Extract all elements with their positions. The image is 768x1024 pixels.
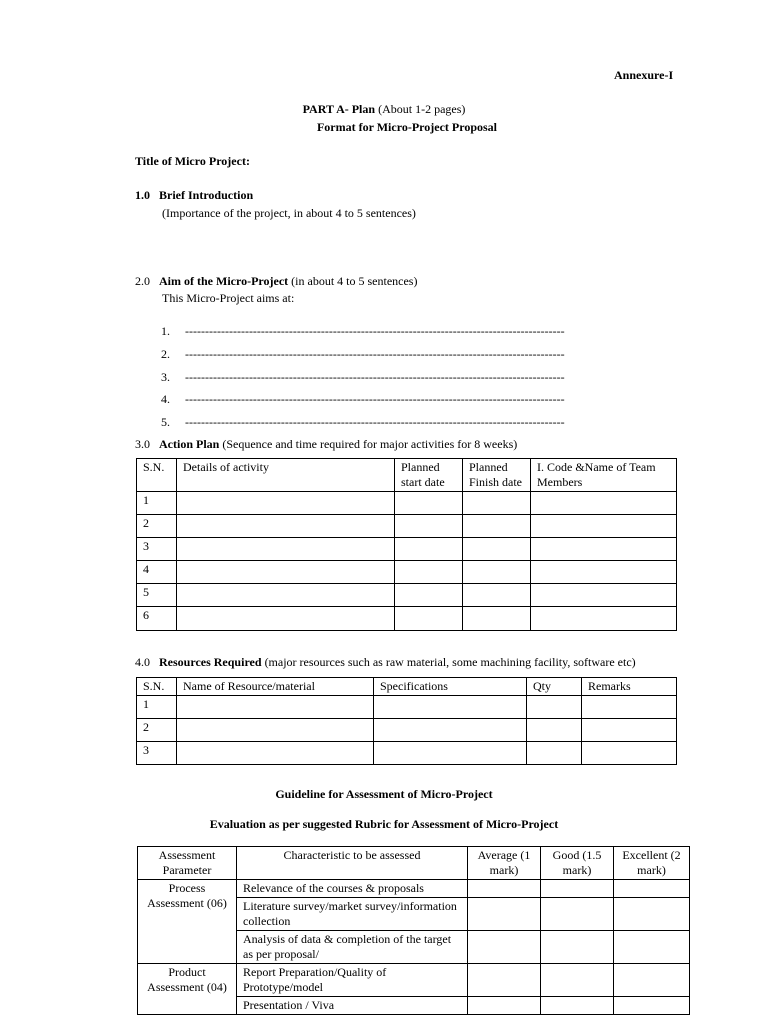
header-cell: Details of activity — [177, 459, 395, 492]
sn-cell: 1 — [137, 492, 177, 515]
aim-item: 3. ----------------------------------------------------------------------------------------------- — [161, 370, 565, 384]
characteristic-cell: Literature survey/market survey/information collection — [237, 898, 468, 931]
table-row — [137, 607, 677, 631]
table-header-row — [138, 847, 690, 880]
table-header-row — [137, 678, 677, 696]
header-cell: I. Code &Name of Team Members — [531, 459, 677, 492]
aim-item: 5. ----------------------------------------------------------------------------------------------- — [161, 415, 565, 429]
sn-cell: 4 — [137, 561, 177, 584]
resources-table — [136, 677, 677, 765]
table-row — [138, 880, 690, 898]
excellent-cell[interactable] — [614, 898, 690, 931]
table-row — [137, 696, 677, 719]
characteristic-cell: Relevance of the courses & proposals — [237, 880, 468, 898]
header-cell: Excellent (2 mark) — [614, 847, 690, 880]
table-row — [137, 719, 677, 742]
aim-intro: This Micro-Project aims at: — [162, 291, 295, 305]
average-cell[interactable] — [468, 931, 541, 964]
guideline-title: Guideline for Assessment of Micro-Project — [275, 787, 493, 801]
brief-introduction-note: (Importance of the project, in about 4 to 5 sentences) — [162, 206, 416, 220]
table-row — [137, 515, 677, 538]
header-cell: Remarks — [582, 678, 677, 696]
activity-cell[interactable] — [177, 584, 395, 607]
activity-cell[interactable] — [177, 515, 395, 538]
header-cell: S.N. — [137, 678, 177, 696]
finish-date-cell[interactable] — [463, 515, 531, 538]
team-members-cell[interactable] — [531, 561, 677, 584]
specifications-cell[interactable] — [374, 719, 527, 742]
remarks-cell[interactable] — [582, 742, 677, 765]
header-cell: Name of Resource/material — [177, 678, 374, 696]
format-title: Format for Micro-Project Proposal — [316, 120, 498, 134]
header-cell: Assessment Parameter — [138, 847, 237, 880]
good-cell[interactable] — [541, 964, 614, 997]
finish-date-cell[interactable] — [463, 492, 531, 515]
characteristic-cell: Analysis of data & completion of the target as per proposal/ — [237, 931, 468, 964]
table-header-row — [137, 459, 677, 492]
table-row — [137, 538, 677, 561]
team-members-cell[interactable] — [531, 515, 677, 538]
remarks-cell[interactable] — [582, 696, 677, 719]
start-date-cell[interactable] — [395, 538, 463, 561]
good-cell[interactable] — [541, 997, 614, 1015]
header-cell: Characteristic to be assessed — [237, 847, 468, 880]
header-cell: Good (1.5 mark) — [541, 847, 614, 880]
start-date-cell[interactable] — [395, 515, 463, 538]
action-plan-table — [136, 458, 677, 631]
qty-cell[interactable] — [527, 696, 582, 719]
header-cell: Planned start date — [395, 459, 463, 492]
sn-cell: 3 — [137, 742, 177, 765]
resource-name-cell[interactable] — [177, 696, 374, 719]
header-cell: Average (1 mark) — [468, 847, 541, 880]
start-date-cell[interactable] — [395, 584, 463, 607]
product-assessment-cell: Product Assessment (04) — [138, 964, 237, 1015]
average-cell[interactable] — [468, 997, 541, 1015]
activity-cell[interactable] — [177, 492, 395, 515]
table-row — [137, 742, 677, 765]
start-date-cell[interactable] — [395, 561, 463, 584]
characteristic-cell: Report Preparation/Quality of Prototype/model — [237, 964, 468, 997]
finish-date-cell[interactable] — [463, 584, 531, 607]
good-cell[interactable] — [541, 880, 614, 898]
characteristic-cell: Presentation / Viva — [237, 997, 468, 1015]
excellent-cell[interactable] — [614, 997, 690, 1015]
section-action-plan: 3.0 Action Plan (Sequence and time required for major activities for 8 weeks) — [135, 437, 518, 451]
qty-cell[interactable] — [527, 719, 582, 742]
sn-cell: 3 — [137, 538, 177, 561]
evaluation-title: Evaluation as per suggested Rubric for Assessment of Micro-Project — [209, 817, 559, 831]
average-cell[interactable] — [468, 964, 541, 997]
rubric-table — [137, 846, 690, 1015]
sn-cell: 1 — [137, 696, 177, 719]
finish-date-cell[interactable] — [463, 538, 531, 561]
team-members-cell[interactable] — [531, 492, 677, 515]
micro-project-title-label: Title of Micro Project: — [135, 154, 250, 168]
activity-cell[interactable] — [177, 538, 395, 561]
activity-cell[interactable] — [177, 607, 395, 631]
start-date-cell[interactable] — [395, 492, 463, 515]
specifications-cell[interactable] — [374, 696, 527, 719]
table-row — [138, 964, 690, 997]
average-cell[interactable] — [468, 880, 541, 898]
annexure-label: Annexure-I — [614, 68, 674, 82]
qty-cell[interactable] — [527, 742, 582, 765]
start-date-cell[interactable] — [395, 607, 463, 631]
part-title: PART A- Plan (About 1-2 pages) — [302, 102, 466, 116]
activity-cell[interactable] — [177, 561, 395, 584]
resource-name-cell[interactable] — [177, 742, 374, 765]
team-members-cell[interactable] — [531, 538, 677, 561]
table-row — [137, 561, 677, 584]
resource-name-cell[interactable] — [177, 719, 374, 742]
remarks-cell[interactable] — [582, 719, 677, 742]
specifications-cell[interactable] — [374, 742, 527, 765]
header-cell: Qty — [527, 678, 582, 696]
section-brief-introduction: 1.0 Brief Introduction — [135, 188, 254, 202]
table-row — [137, 584, 677, 607]
excellent-cell[interactable] — [614, 931, 690, 964]
section-aim: 2.0 Aim of the Micro-Project (in about 4 to 5 sentences) — [135, 274, 418, 288]
excellent-cell[interactable] — [614, 964, 690, 997]
aim-item: 1. ----------------------------------------------------------------------------------------------- — [161, 324, 565, 338]
sn-cell: 6 — [137, 607, 177, 631]
header-cell: S.N. — [137, 459, 177, 492]
finish-date-cell[interactable] — [463, 607, 531, 631]
aim-item: 4. ----------------------------------------------------------------------------------------------- — [161, 392, 565, 406]
good-cell[interactable] — [541, 898, 614, 931]
header-cell: Specifications — [374, 678, 527, 696]
process-assessment-cell: Process Assessment (06) — [138, 880, 237, 964]
sn-cell: 2 — [137, 719, 177, 742]
section-resources-required: 4.0 Resources Required (major resources such as raw material, some machining facility, software etc) — [135, 655, 636, 669]
sn-cell: 5 — [137, 584, 177, 607]
team-members-cell[interactable] — [531, 607, 677, 631]
excellent-cell[interactable] — [614, 880, 690, 898]
aim-item: 2. ----------------------------------------------------------------------------------------------- — [161, 347, 565, 361]
team-members-cell[interactable] — [531, 584, 677, 607]
sn-cell: 2 — [137, 515, 177, 538]
average-cell[interactable] — [468, 898, 541, 931]
header-cell: Planned Finish date — [463, 459, 531, 492]
finish-date-cell[interactable] — [463, 561, 531, 584]
table-row — [137, 492, 677, 515]
good-cell[interactable] — [541, 931, 614, 964]
